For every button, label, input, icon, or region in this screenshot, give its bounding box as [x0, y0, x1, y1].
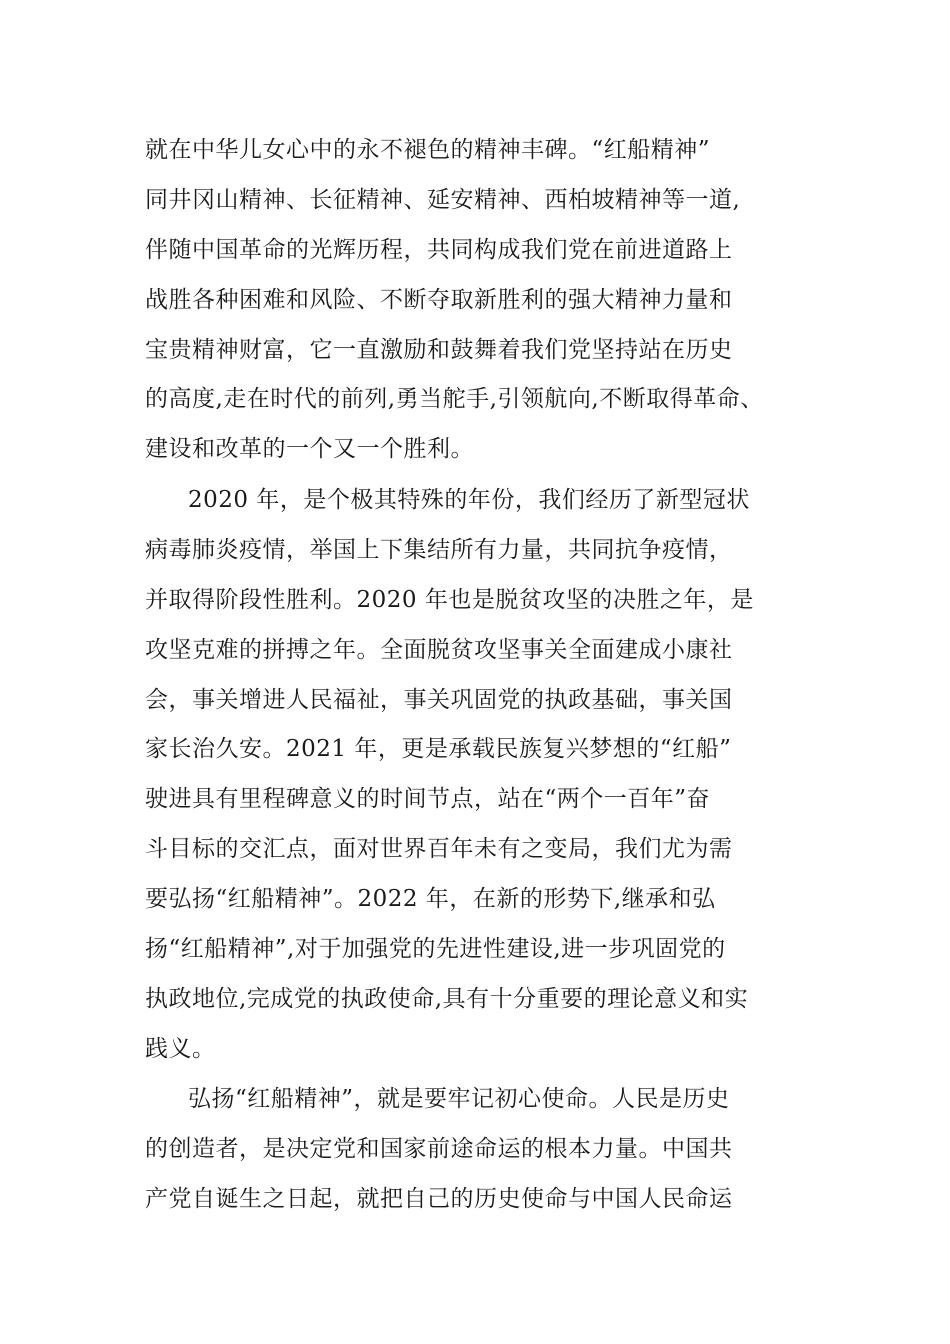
text-line-20: 弘扬“红船精神”，就是要牢记初心使命。人民是历史	[188, 1086, 730, 1112]
text-line-14: 驶进具有里程碑意义的时间节点，站在“两个一百年”奋	[145, 786, 711, 812]
text-line-3: 伴随中国革命的光辉历程，共同构成我们党在前进道路上	[145, 237, 733, 263]
text-line-13: 家长治久安。2021 年，更是承载民族复兴梦想的“红船”	[145, 736, 732, 762]
text-line-15: 斗目标的交汇点，面对世界百年未有之变局，我们尤为需	[145, 836, 733, 862]
text-line-22: 产党自诞生之日起，就把自己的历史使命与中国人民命运	[145, 1186, 733, 1212]
text-line-5: 宝贵精神财富，它一直激励和鼓舞着我们党坚持站在历史	[145, 337, 733, 363]
text-line-21: 的创造者，是决定党和国家前途命运的根本力量。中国共	[145, 1136, 733, 1162]
text-line-18: 执政地位,完成党的执政使命,具有十分重要的理论意义和实	[145, 986, 749, 1012]
text-line-17: 扬“红船精神”,对于加强党的先进性建设,进一步巩固党的	[145, 936, 726, 962]
text-line-4: 战胜各种困难和风险、不断夺取新胜利的强大精神力量和	[145, 287, 733, 313]
text-line-11: 攻坚克难的拼搏之年。全面脱贫攻坚事关全面建成小康社	[145, 637, 733, 663]
text-line-16: 要弘扬“红船精神”。2022 年，在新的形势下,继承和弘	[145, 886, 716, 912]
text-line-6: 的高度,走在时代的前列,勇当舵手,引领航向,不断取得革命、	[145, 386, 764, 412]
text-line-1: 就在中华儿女心中的永不褪色的精神丰碑。“红船精神”	[145, 137, 711, 163]
text-line-2: 同井冈山精神、长征精神、延安精神、西柏坡精神等一道,	[145, 187, 741, 213]
text-line-8: 2020 年，是个极其特殊的年份，我们经历了新型冠状	[188, 487, 750, 513]
text-line-12: 会，事关增进人民福祉，事关巩固党的执政基础，事关国	[145, 687, 733, 713]
text-line-7: 建设和改革的一个又一个胜利。	[145, 436, 474, 462]
text-line-9: 病毒肺炎疫情，举国上下集结所有力量，共同抗争疫情，	[145, 537, 733, 563]
text-line-10: 并取得阶段性胜利。2020 年也是脱贫攻坚的决胜之年，是	[145, 587, 754, 613]
text-line-19: 践义。	[145, 1036, 216, 1062]
